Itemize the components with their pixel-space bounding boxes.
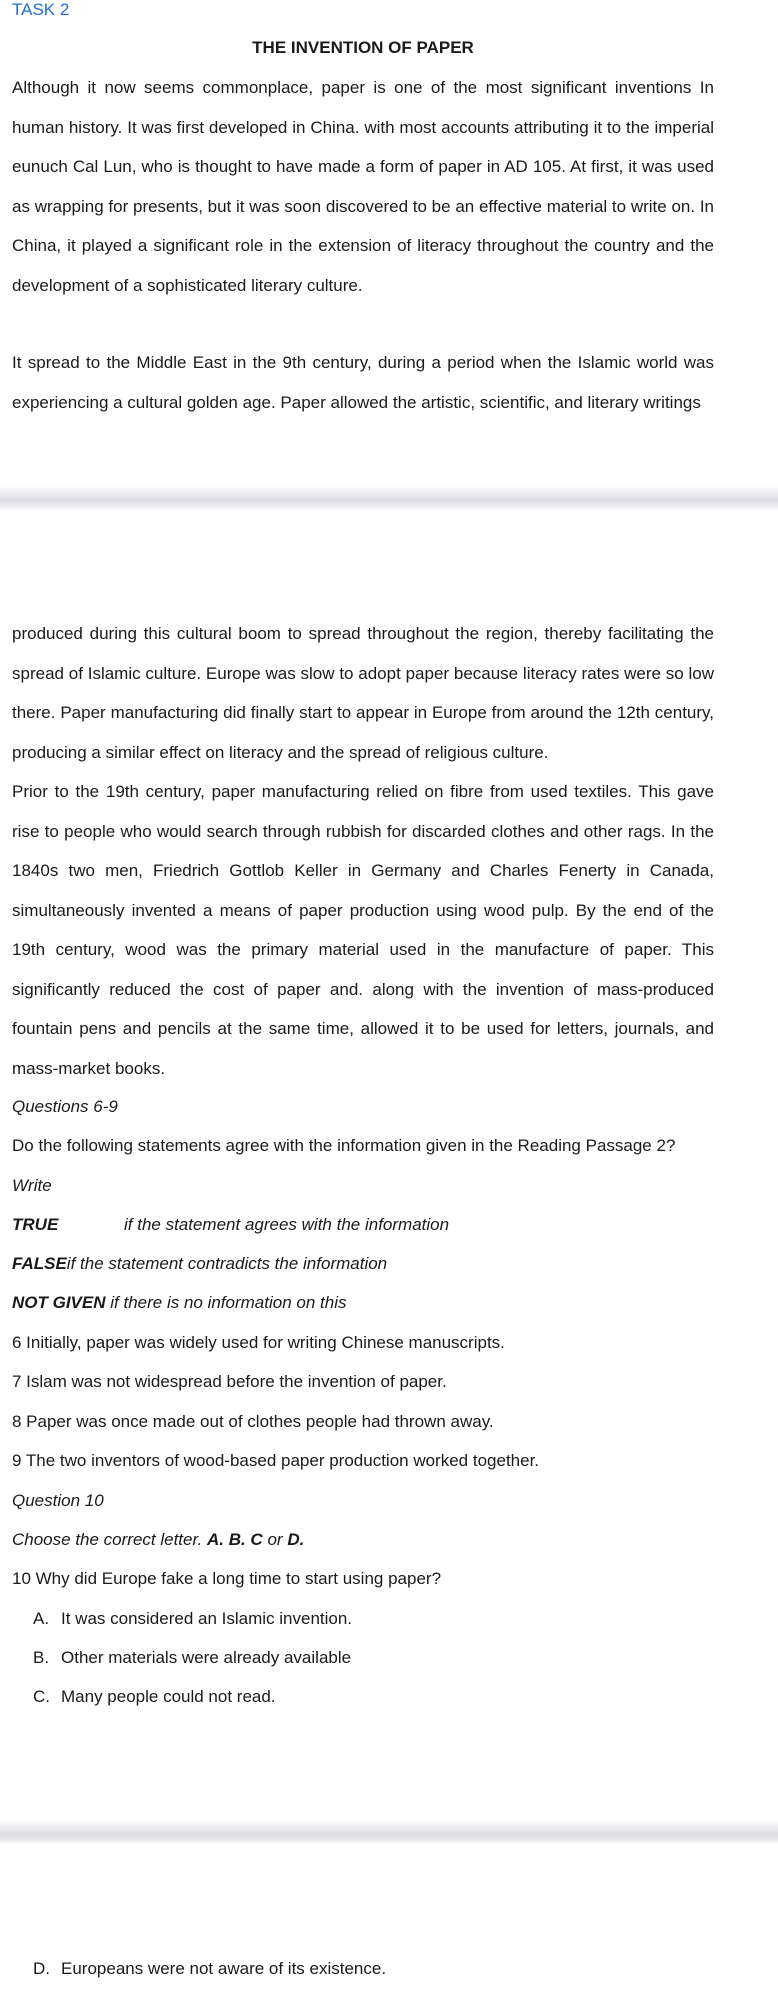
task-label: TASK 2 [12,0,70,19]
question-9: 9 The two inventors of wood-based paper production worked together. [12,1451,540,1470]
not-given-desc: if there is no information on this [110,1293,347,1312]
question-6: 6 Initially, paper was widely used for writing Chinese manuscripts. [12,1333,505,1352]
passage-paragraph-2-continued: produced during this cultural boom to spread throughout the region, thereby facilitating the spread of Islamic culture. Europe was slow to adopt paper because literacy rates were so low there. Paper manufacturing did finally start to appear in Europe from around the 12th century, producing a similar effect on literacy and the spread of religious culture. [12,624,714,762]
option-a-text: It was considered an Islamic invention. [61,1609,353,1628]
option-d [33,1958,386,1980]
false-term: FALSE [12,1254,67,1273]
page-divider-2 [0,1820,778,1844]
option-d-letter: D. [33,1959,50,1978]
instruction-prefix: Choose the correct letter. [12,1530,203,1549]
page-divider [0,486,778,510]
question-10-heading: Question 10 [12,1491,104,1510]
option-b [33,1647,351,1669]
question-10-instruction [12,1529,304,1551]
true-term: TRUE [12,1215,59,1234]
question-8: 8 Paper was once made out of clothes people had thrown away. [12,1412,494,1431]
option-c-text: Many people could not read. [61,1687,276,1706]
true-desc: if the statement agrees with the information [124,1215,450,1234]
not-given-definition [12,1292,346,1314]
option-c-letter: C. [33,1687,50,1706]
false-definition [12,1253,387,1275]
passage-paragraph-1: Although it now seems commonplace, paper is one of the most significant inventions In human history. It was first developed in China. with most accounts attributing it to the imperial eunuch Cal Lun, who is thought to have made a form of paper in AD 105. At first, it was used as wrapping for presents, but it was soon discovered to be an effective material to write on. In China, it played a significant role in the extension of literacy throughout the country and the development of a sophisticated literary culture. [12,78,714,295]
instruction-or: or [267,1530,283,1549]
passage-title: THE INVENTION OF PAPER [252,38,474,57]
questions-6-9-instruction: Do the following statements agree with the information given in the Reading Passage 2? [12,1136,676,1155]
not-given-term: NOT GIVEN [12,1293,106,1312]
option-d-text: Europeans were not aware of its existence. [61,1959,387,1978]
option-c [33,1686,276,1708]
option-b-letter: B. [33,1648,50,1667]
passage-paragraph-3: Prior to the 19th century, paper manufacturing relied on fibre from used textiles. This gave rise to people who would search through rubbish for discarded clothes and other rags. In the 1840s two men, Friedrich Gottlob Keller in Germany and Charles Fenerty in Canada, simultaneously invented a means of paper production using wood pulp. By the end of the 19th century, wood was the primary material used in the manufacture of paper. This significantly reduced the cost of paper and. along with the invention of mass-produced fountain pens and pencils at the same time, allowed it to be used for letters, journals, and mass-market books. [12,782,714,1078]
questions-6-9-heading: Questions 6-9 [12,1097,118,1116]
false-desc: if the statement contradicts the information [66,1254,388,1273]
option-a-letter: A. [33,1609,50,1628]
question-7: 7 Islam was not widespread before the invention of paper. [12,1372,447,1391]
true-definition [12,1214,449,1236]
passage-paragraph-2: It spread to the Middle East in the 9th century, during a period when the Islamic world was experiencing a cultural golden age. Paper allowed the artistic, scientific, and literary writings [12,353,714,412]
instruction-letters: A. B. C [206,1530,263,1549]
instruction-last-letter: D. [287,1530,305,1549]
question-10-stem: 10 Why did Europe fake a long time to start using paper? [12,1569,442,1588]
option-a [33,1608,352,1630]
option-b-text: Other materials were already available [61,1648,352,1667]
write-label: Write [12,1176,52,1195]
